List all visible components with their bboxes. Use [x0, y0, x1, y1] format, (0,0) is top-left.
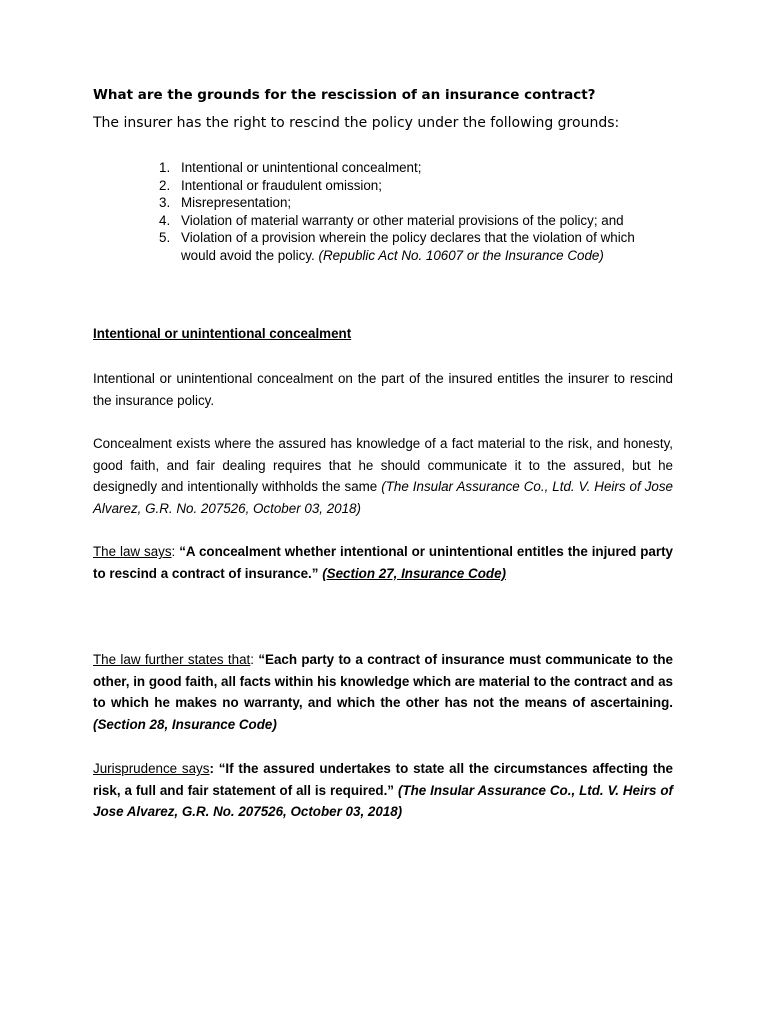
- list-item-number: 4.: [159, 212, 171, 228]
- list-item: [159, 177, 664, 195]
- statute-citation: (Section 27, Insurance Code): [322, 565, 506, 581]
- paragraph-concealment-entitles: [93, 368, 673, 411]
- question-intro: The insurer has the right to rescind the policy under the following grounds:: [93, 115, 620, 131]
- list-item-number: 1.: [159, 160, 171, 175]
- list-item-number: 5.: [159, 230, 171, 245]
- jurisprudence-quote: “If the assured undertakes to state all the circumstances affecting the risk, a full and fair statement of all is required.”: [93, 761, 673, 798]
- statute-citation: (Section 28, Insurance Code): [93, 716, 277, 732]
- question-title: What are the grounds for the rescission of an insurance contract?: [93, 87, 596, 103]
- paragraph-jurisprudence: Jurisprudence says: “If the assured undertakes to state all the circumstances affecting the risk, a full and fair statement of all is required.” (The Insular Assurance Co., Ltd. V. Heirs of Jose Alvarez, G.R. No. 207526, October 03, 2018): [93, 761, 673, 820]
- list-item-text: Violation of material warranty or other material provisions of the policy; and: [181, 212, 624, 228]
- paragraph-law-further: The law further states that: “Each party to a contract of insurance must communicate to the other, in good faith, all facts within his knowledge which are material to the contract and as to which he makes no warranty, and which the other has not the means of ascertaining. (Section 28, Insurance Code): [93, 652, 673, 732]
- paragraph-concealment-definition: [93, 433, 673, 519]
- list-item-text: Intentional or fraudulent omission;: [181, 177, 382, 193]
- list-item-text: Misrepresentation;: [181, 195, 292, 210]
- grounds-list: [159, 159, 664, 264]
- list-item: [159, 159, 664, 177]
- list-item: [159, 212, 664, 230]
- lead-label: Jurisprudence says: [93, 761, 210, 776]
- law-quote: “Each party to a contract of insurance must communicate to the other, in good faith, all facts within his knowledge which are material to the contract and as to which he makes no warranty, and which the other has not the means of ascertaining.: [93, 652, 673, 711]
- case-citation: (The Insular Assurance Co., Ltd. V. Heirs of Jose Alvarez, G.R. No. 207526, October 03, 2018): [93, 479, 673, 516]
- law-quote: “A concealment whether intentional or unintentional entitles the injured party to rescind a contract of insurance.”: [93, 544, 673, 581]
- paragraph-text: Intentional or unintentional concealment on the part of the insured entitles the insurer to rescind the insurance policy.: [93, 371, 673, 408]
- lead-label: The law further states that: [93, 652, 251, 667]
- case-citation: (The Insular Assurance Co., Ltd. V. Heirs of Jose Alvarez, G.R. No. 207526, October 03, 2018): [93, 782, 673, 820]
- paragraph-text: Concealment exists where the assured has knowledge of a fact material to the risk, and honesty, good faith, and fair dealing requires that he should communicate it to the assured, but he designedly and intentionally withholds the same: [93, 436, 673, 495]
- list-item-citation: (Republic Act No. 10607 or the Insurance Code): [318, 247, 604, 263]
- list-item-text: Violation of a provision wherein the policy declares that the violation of which would avoid the policy.: [181, 230, 635, 263]
- lead-label: The law says: [93, 544, 172, 559]
- list-item: [159, 194, 664, 212]
- list-item-number: 2.: [159, 177, 171, 193]
- section-heading: Intentional or unintentional concealment: [93, 326, 352, 341]
- list-item-number: 3.: [159, 195, 171, 210]
- list-item: [159, 229, 664, 264]
- paragraph-law-says: The law says: “A concealment whether intentional or unintentional entitles the injured party to rescind a contract of insurance.” (Section 27, Insurance Code): [93, 544, 673, 581]
- list-item-text: Intentional or unintentional concealment;: [181, 160, 422, 175]
